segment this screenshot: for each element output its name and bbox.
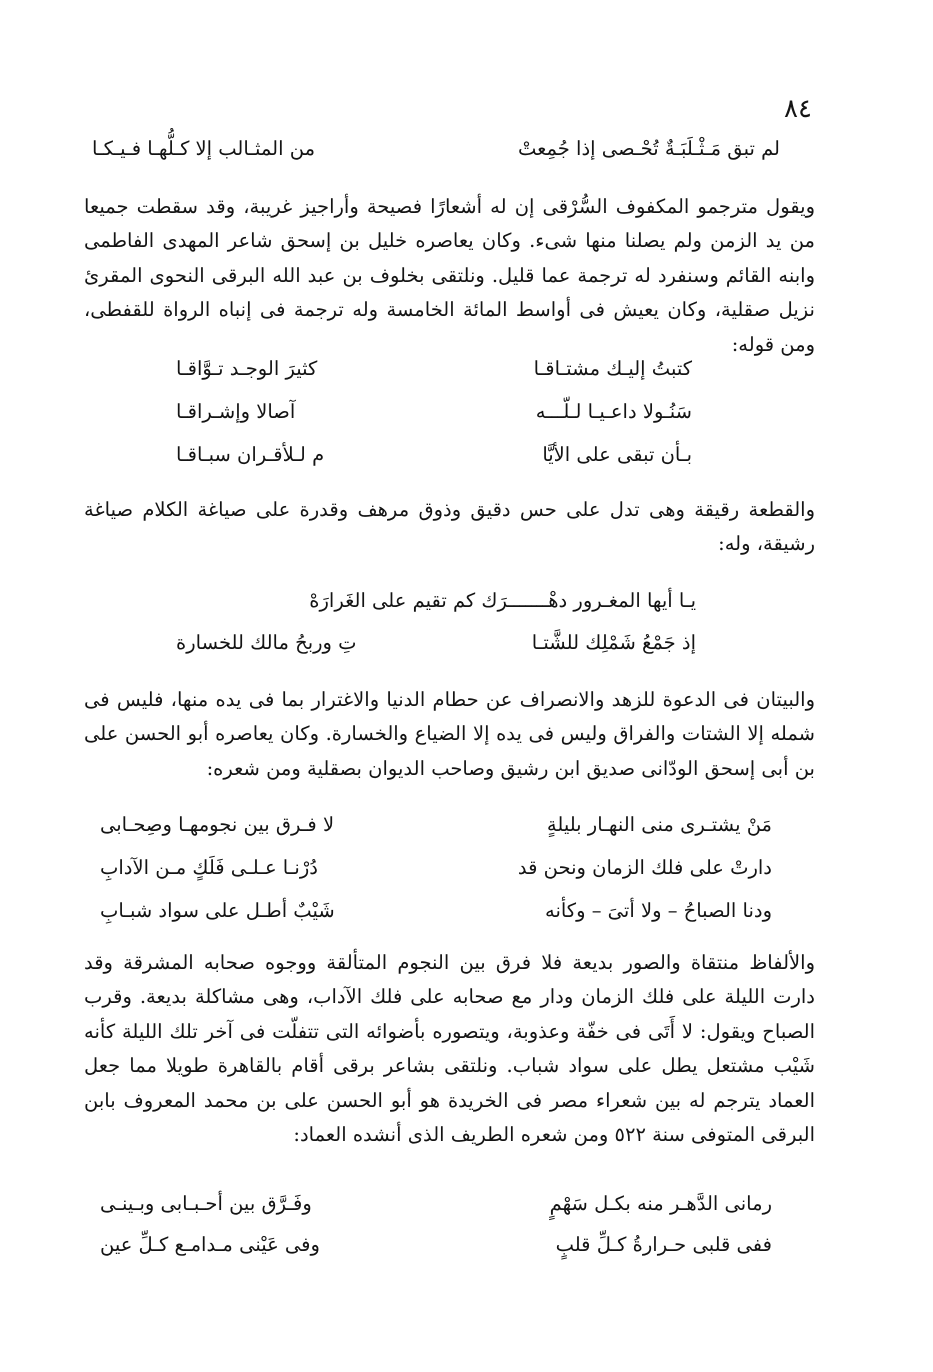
verse-first-hemistich: بـأن تبقى على الأيَّا	[542, 443, 692, 466]
verse-first-hemistich: لم تبق مَـثْـلَبَـةٌ تُحْـصى إذا جُمِعتْ	[517, 137, 780, 160]
verse-line	[176, 350, 692, 388]
paragraph-4: والألفاظ منتقاة والصور بديعة فلا فرق بين النجوم المتألقة ووجوه صحابه المشرقة وقد دارت الليلة على فلك الزمان ودار مع صحابه على فلك الآداب، وهى مشاكلة بديعة. وقرب الصباح ويقول: لا أَتَى فى خفّة وعذوبة، ويتصوره بأضوائه التى تتفلّت فى آخر تلك الليلة كأنه شَيْب مشتعل يطل على سواد شباب. ونلتقى بشاعر برقى أقام بالقاهرة طويلا مما جعل العماد يترجم له بين شعراء مصر فى الخريدة هو أبو الحسن على بن محمد المعروف بابن البرقى المتوفى سنة ٥٢٢ ومن شعره الطريف الذى أنشده العماد:	[84, 951, 815, 1147]
verse-line	[84, 130, 780, 168]
verse-second-hemistich: كثيرَ الوجـد تـوَّاقـا	[176, 357, 318, 380]
verse-first-hemistich: رمانى الدَّهـر منه بكـل سَهْمٍ	[549, 1192, 772, 1215]
verse-line	[176, 624, 696, 662]
verse-second-hemistich: وفَـرَّق بين أحـبـابى وبـينـى	[100, 1192, 312, 1215]
verse-line	[176, 582, 696, 620]
verse-first-hemistich: إذ جَمْعُ شَمْلِك للشَّتـا	[531, 631, 696, 654]
verse-second-hemistich: شَيْبٌ أطـل على سواد شبـابِ	[100, 899, 335, 922]
verse-first-hemistich: يـا أيها المغـرور دهْـــــــرَك كم تقيم على الغَرارَهْ	[309, 589, 696, 612]
verse-line	[100, 1185, 772, 1223]
paragraph-2: والقطعة رقيقة وهى تدل على حس دقيق وذوق مرهف وقدرة على صياغة الكلام صياغة رشيقة، وله:	[84, 498, 815, 556]
verse-second-hemistich: آصالا وإشـراقـا	[176, 400, 296, 423]
verse-line	[176, 393, 692, 431]
verse-line	[100, 892, 772, 930]
verse-first-hemistich: دارتْ على فلك الزمان ونحن قد	[517, 856, 772, 879]
verse-first-hemistich: مَنْ يشتـرى منى النهـار بليلةٍ	[546, 813, 772, 836]
verse-first-hemistich: ودنا الصباحُ – ولا أتىَ – وكأنه	[544, 899, 772, 922]
verse-line	[100, 806, 772, 844]
verse-first-hemistich: سَنُـولا داعـيـا لـلّـــه	[535, 400, 692, 423]
verse-line	[100, 1226, 772, 1264]
verse-second-hemistich: دُرْنـا عـلـى فَلَكٍ مـن الآدابِ	[100, 856, 318, 879]
paragraph-3: والبيتان فى الدعوة للزهد والانصراف عن حطام الدنيا والاغترار بما فى يده منها، فليس فى شمله إلا الشتات والفراق وليس فى يده إلا الضياع والخسارة. وكان يعاصره أبو الحسن على بن أبى إسحق الودّانى صديق ابن رشيق وصاحب الديوان بصقلية ومن شعره:	[84, 688, 815, 780]
verse-first-hemistich: ففى قلبى حـرارةُ كـلِّ قلبٍ	[555, 1233, 772, 1256]
verse-second-hemistich: لا فـرق بين نجومهـا وصِحـابى	[100, 813, 335, 836]
verse-second-hemistich: م لـلأقـران سبـاقـا	[176, 443, 325, 466]
verse-second-hemistich: تِ وربحُ مالك للخسارة	[176, 631, 357, 654]
verse-first-hemistich: كتبتُ إليـك مشتـاقـا	[533, 357, 692, 380]
verse-second-hemistich: من المثـالب إلا كـلُّهـا فـيـكـا	[92, 137, 316, 160]
paragraph-1: ويقول مترجمو المكفوف السُّرْقى إن له أشعارًا فصيحة وأراجيز غريبة، وقد سقطت جميعا من يد الزمن ولم يصلنا منها شىء. وكان يعاصره خليل بن إسحق شاعر المهدى الفاطمى وابنه القائم وسنفرد له ترجمة عما قليل. ونلتقى بخلوف بن عبد الله البرقى النحوى المقرئ نزيل صقلية، وكان يعيش فى أواسط المائة الخامسة وله ترجمة فى إنباه الرواة للقفطى، ومن قوله:	[84, 195, 815, 356]
verse-line	[176, 436, 692, 474]
verse-line	[100, 849, 772, 887]
page-number: ٨٤	[784, 94, 812, 124]
verse-second-hemistich: وفى عَيْنى مـدامـع كـلِّ عين	[100, 1233, 320, 1256]
